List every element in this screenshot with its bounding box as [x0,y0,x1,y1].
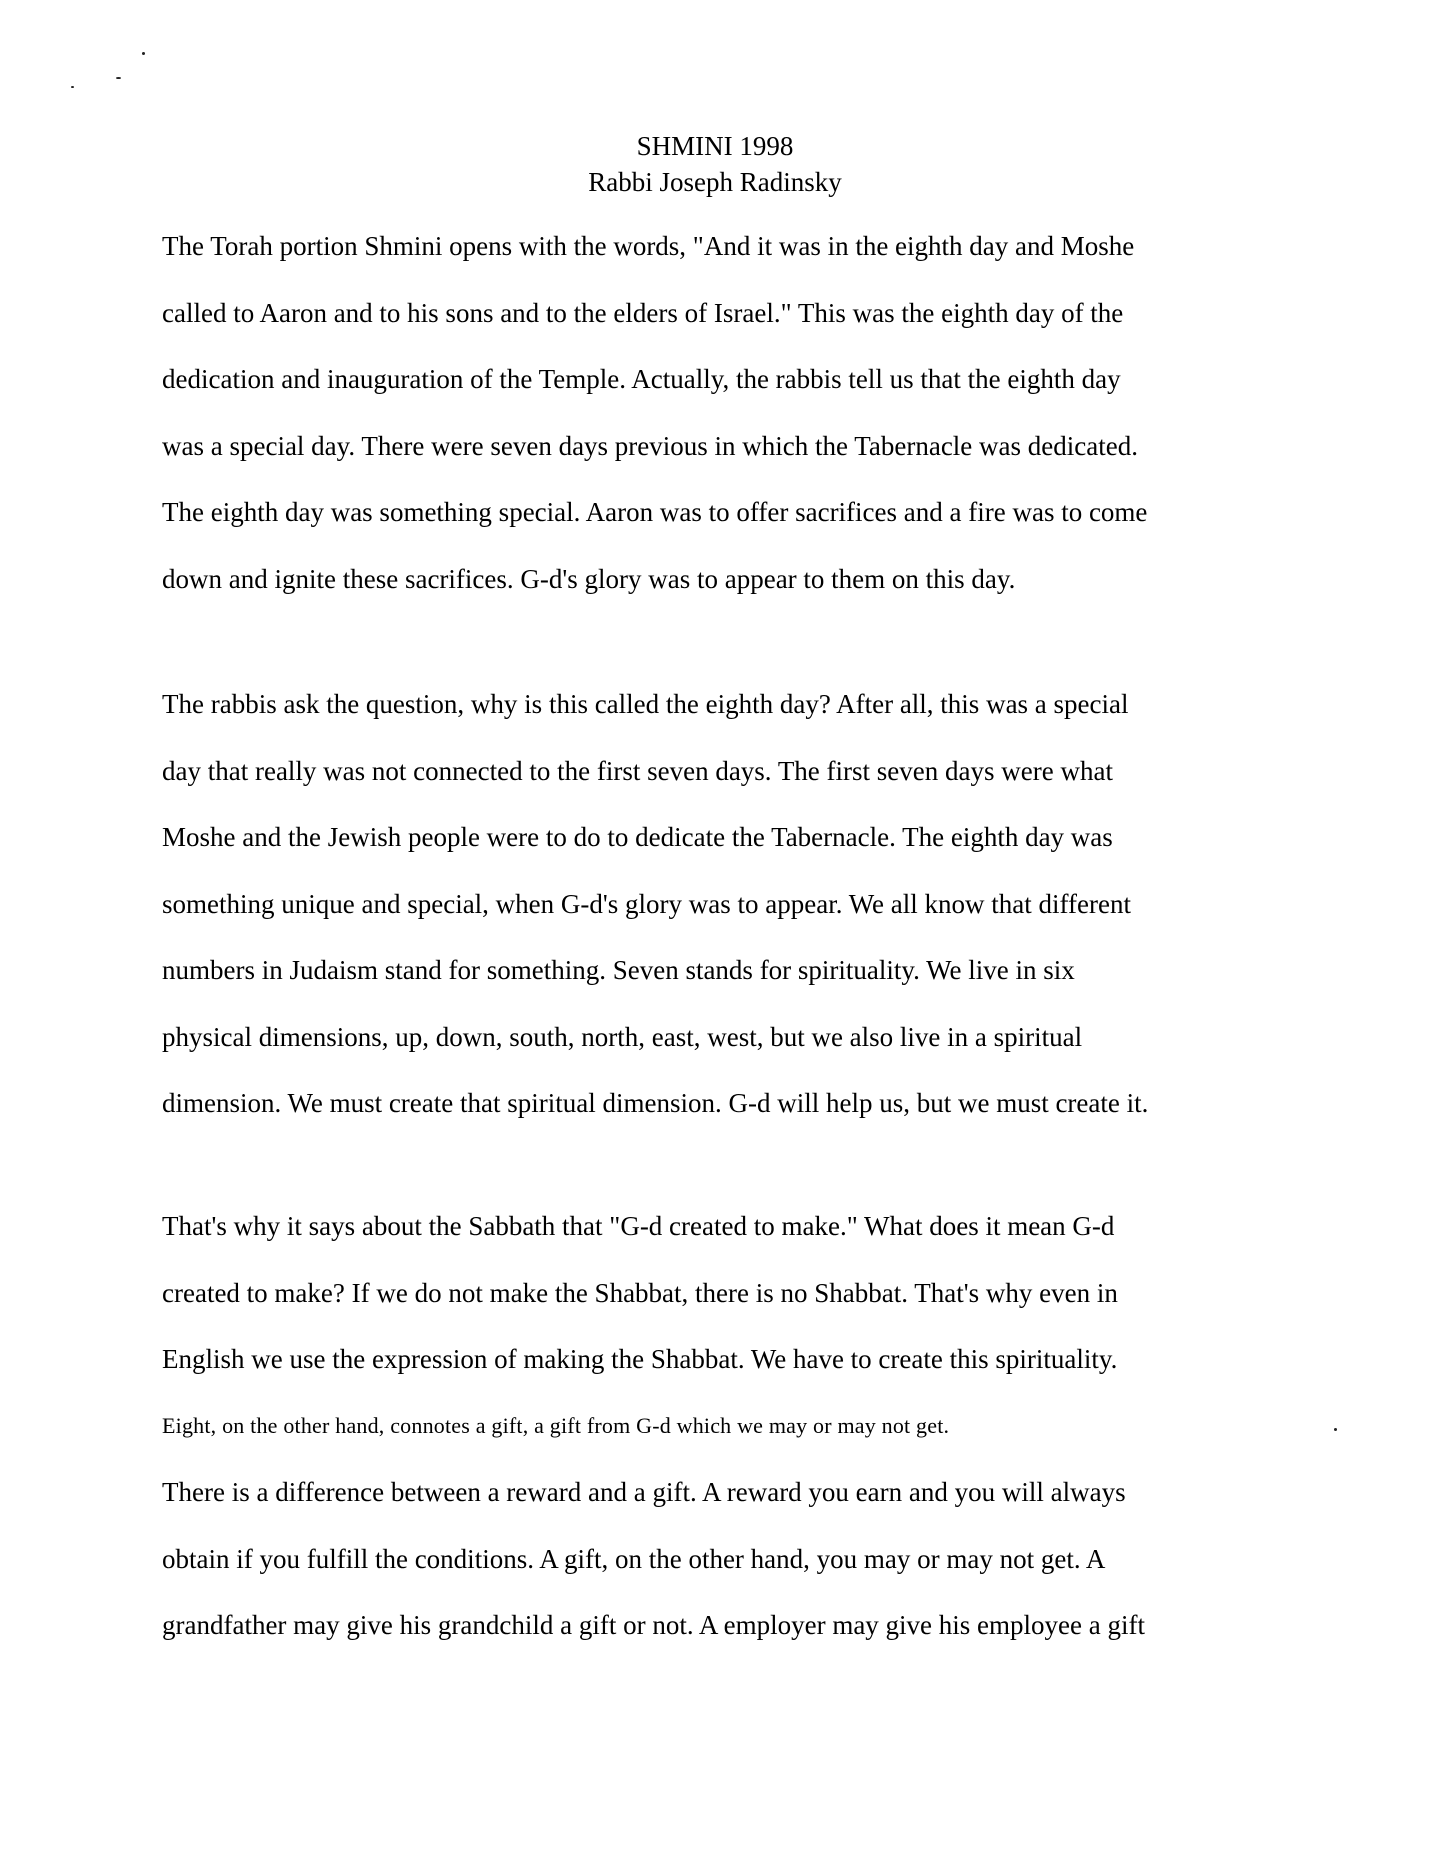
paragraph-line: numbers in Judaism stand for something. Seven stands for spirituality. We live in six [162,955,1075,985]
paragraph-line: physical dimensions, up, down, south, north, east, west, but we also live in a spiritual [162,1021,1083,1052]
paragraph-line: The eighth day was something special. Aaron was to offer sacrifices and a fire was to come [162,497,1148,527]
scan-speck [142,52,145,55]
paragraph-line: called to Aaron and to his sons and to the elders of Israel." This was the eighth day of the [162,297,1124,328]
paragraph-line: The rabbis ask the question, why is this called the eighth day? After all, this was a special [162,689,1129,719]
paragraph-line: something unique and special, when G-d's glory was to appear. We all know that different [162,888,1131,919]
paragraph-line: Eight, on the other hand, connotes a gift, a gift from G-d which we may or may not get. [162,1412,950,1438]
scan-speck [71,86,74,88]
paragraph-line: dimension. We must create that spiritual dimension. G-d will help us, but we must create it. [162,1088,1149,1118]
paragraph-line: There is a difference between a reward and a gift. A reward you earn and you will always [162,1477,1126,1507]
document-title: SHMINI 1998 [636,131,794,161]
paragraph-line: down and ignite these sacrifices. G-d's glory was to appear to them on this day. [162,563,1016,594]
paragraph-line: day that really was not connected to the first seven days. The first seven days were what [162,755,1113,786]
paragraph-line: Moshe and the Jewish people were to do to dedicate the Tabernacle. The eighth day was [162,822,1113,852]
paragraph-1 [162,228,1282,627]
paragraph-line: That's why it says about the Sabbath that "G-d created to make." What does it mean G-d [162,1211,1115,1241]
paragraph-line: grandfather may give his grandchild a gift or not. A employer may give his employee a gift [162,1610,1145,1640]
paragraph-line: English we use the expression of making the Shabbat. We have to create this spirituality. [162,1344,1118,1374]
paragraph-3 [162,1208,1282,1674]
paragraph-line: obtain if you fulfill the conditions. A gift, on the other hand, you may or may not get. A [162,1543,1106,1574]
paragraph-2 [162,686,1282,1152]
document-author: Rabbi Joseph Radinsky [588,167,842,197]
scan-speck [1334,1428,1337,1431]
paragraph-line: dedication and inauguration of the Temple. Actually, the rabbis tell us that the eighth day [162,364,1121,394]
paragraph-line: The Torah portion Shmini opens with the words, "And it was in the eighth day and Moshe [162,231,1135,261]
paragraph-line: created to make? If we do not make the Shabbat, there is no Shabbat. That's why even in [162,1277,1118,1308]
paragraph-line: was a special day. There were seven days previous in which the Tabernacle was dedicated. [162,430,1138,461]
scan-speck [116,77,121,79]
document-header [0,128,1430,200]
